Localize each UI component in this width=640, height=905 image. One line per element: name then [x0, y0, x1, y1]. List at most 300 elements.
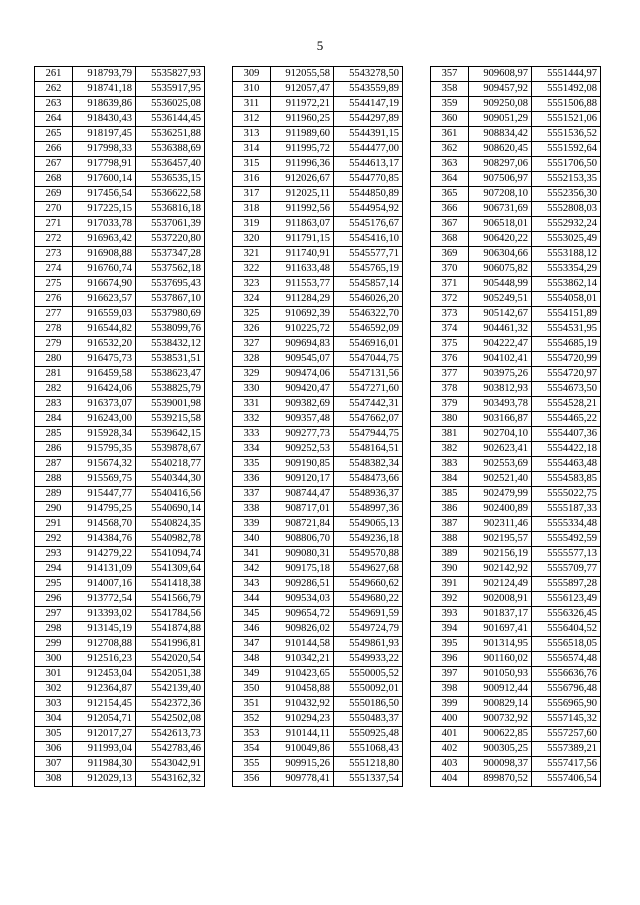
point-number-cell: 301	[35, 667, 73, 682]
table-row	[431, 367, 601, 382]
x-coordinate-cell: 913145,19	[73, 622, 136, 637]
x-coordinate-cell: 906304,66	[469, 247, 532, 262]
page-number: 5	[316, 38, 324, 53]
x-coordinate-cell: 916475,73	[73, 352, 136, 367]
x-coordinate-cell: 909457,92	[469, 82, 532, 97]
point-number-cell: 279	[35, 337, 73, 352]
x-coordinate-cell: 917998,33	[73, 142, 136, 157]
x-coordinate-cell: 900732,92	[469, 712, 532, 727]
y-coordinate-cell: 5537347,28	[136, 247, 205, 262]
table-row	[431, 697, 601, 712]
y-coordinate-cell: 5546322,70	[334, 307, 403, 322]
table-row	[233, 142, 403, 157]
table-row	[233, 67, 403, 82]
point-number-cell: 315	[233, 157, 271, 172]
x-coordinate-cell: 914007,16	[73, 577, 136, 592]
y-coordinate-cell: 5551536,52	[532, 127, 601, 142]
x-coordinate-cell: 906075,82	[469, 262, 532, 277]
y-coordinate-cell: 5542613,73	[136, 727, 205, 742]
y-coordinate-cell: 5551592,64	[532, 142, 601, 157]
table-row	[431, 322, 601, 337]
y-coordinate-cell: 5542051,38	[136, 667, 205, 682]
y-coordinate-cell: 5555022,75	[532, 487, 601, 502]
y-coordinate-cell: 5537562,18	[136, 262, 205, 277]
x-coordinate-cell: 902704,10	[469, 427, 532, 442]
point-number-cell: 267	[35, 157, 73, 172]
point-number-cell: 324	[233, 292, 271, 307]
table-row	[431, 307, 601, 322]
table-row	[233, 532, 403, 547]
x-coordinate-cell: 918197,45	[73, 127, 136, 142]
x-coordinate-cell: 909277,73	[271, 427, 334, 442]
table-row	[431, 82, 601, 97]
y-coordinate-cell: 5539215,58	[136, 412, 205, 427]
point-number-cell: 262	[35, 82, 73, 97]
x-coordinate-cell: 915447,77	[73, 487, 136, 502]
table-row	[233, 742, 403, 757]
x-coordinate-cell: 909080,31	[271, 547, 334, 562]
y-coordinate-cell: 5551506,88	[532, 97, 601, 112]
y-coordinate-cell: 5554673,50	[532, 382, 601, 397]
point-number-cell: 377	[431, 367, 469, 382]
point-number-cell: 345	[233, 607, 271, 622]
point-number-cell: 282	[35, 382, 73, 397]
table-row	[233, 382, 403, 397]
table-row	[233, 97, 403, 112]
table-row	[35, 142, 205, 157]
table-row	[431, 562, 601, 577]
table-row	[431, 412, 601, 427]
point-number-cell: 270	[35, 202, 73, 217]
x-coordinate-cell: 908620,45	[469, 142, 532, 157]
table-row	[233, 487, 403, 502]
x-coordinate-cell: 916373,07	[73, 397, 136, 412]
table-row	[431, 382, 601, 397]
point-number-cell: 284	[35, 412, 73, 427]
point-number-cell: 307	[35, 757, 73, 772]
point-number-cell: 348	[233, 652, 271, 667]
y-coordinate-cell: 5545577,71	[334, 247, 403, 262]
table-row	[431, 232, 601, 247]
point-number-cell: 269	[35, 187, 73, 202]
y-coordinate-cell: 5556796,48	[532, 682, 601, 697]
table-row	[233, 622, 403, 637]
x-coordinate-cell: 902623,41	[469, 442, 532, 457]
table-row	[233, 232, 403, 247]
x-coordinate-cell: 910225,72	[271, 322, 334, 337]
point-number-cell: 351	[233, 697, 271, 712]
table-row	[431, 247, 601, 262]
point-number-cell: 278	[35, 322, 73, 337]
x-coordinate-cell: 916908,88	[73, 247, 136, 262]
y-coordinate-cell: 5554720,97	[532, 367, 601, 382]
table-row	[233, 277, 403, 292]
y-coordinate-cell: 5549691,59	[334, 607, 403, 622]
y-coordinate-cell: 5550925,48	[334, 727, 403, 742]
point-number-cell: 304	[35, 712, 73, 727]
y-coordinate-cell: 5541996,81	[136, 637, 205, 652]
table-row	[431, 472, 601, 487]
y-coordinate-cell: 5540218,77	[136, 457, 205, 472]
x-coordinate-cell: 909382,69	[271, 397, 334, 412]
y-coordinate-cell: 5537061,39	[136, 217, 205, 232]
x-coordinate-cell: 912055,58	[271, 67, 334, 82]
table-row	[233, 577, 403, 592]
y-coordinate-cell: 5544770,85	[334, 172, 403, 187]
y-coordinate-cell: 5555187,33	[532, 502, 601, 517]
y-coordinate-cell: 5556574,48	[532, 652, 601, 667]
x-coordinate-cell: 909545,07	[271, 352, 334, 367]
y-coordinate-cell: 5544850,89	[334, 187, 403, 202]
x-coordinate-cell: 910049,86	[271, 742, 334, 757]
x-coordinate-cell: 905142,67	[469, 307, 532, 322]
table-row	[431, 67, 601, 82]
x-coordinate-cell: 915928,34	[73, 427, 136, 442]
y-coordinate-cell: 5554583,85	[532, 472, 601, 487]
x-coordinate-cell: 902195,57	[469, 532, 532, 547]
table-row	[431, 652, 601, 667]
y-coordinate-cell: 5555492,59	[532, 532, 601, 547]
y-coordinate-cell: 5554465,22	[532, 412, 601, 427]
y-coordinate-cell: 5554407,36	[532, 427, 601, 442]
table-row	[431, 427, 601, 442]
point-number-cell: 281	[35, 367, 73, 382]
x-coordinate-cell: 899870,52	[469, 772, 532, 787]
y-coordinate-cell: 5537867,10	[136, 292, 205, 307]
x-coordinate-cell: 916760,74	[73, 262, 136, 277]
table-row	[431, 577, 601, 592]
table-row	[233, 607, 403, 622]
y-coordinate-cell: 5548936,37	[334, 487, 403, 502]
point-number-cell: 266	[35, 142, 73, 157]
y-coordinate-cell: 5554422,18	[532, 442, 601, 457]
table-row	[431, 637, 601, 652]
table-row	[431, 517, 601, 532]
y-coordinate-cell: 5551521,06	[532, 112, 601, 127]
y-coordinate-cell: 5536388,69	[136, 142, 205, 157]
x-coordinate-cell: 909826,02	[271, 622, 334, 637]
point-number-cell: 381	[431, 427, 469, 442]
table-row	[35, 577, 205, 592]
table-row	[431, 742, 601, 757]
point-number-cell: 365	[431, 187, 469, 202]
point-number-cell: 389	[431, 547, 469, 562]
x-coordinate-cell: 916559,03	[73, 307, 136, 322]
x-coordinate-cell: 904461,32	[469, 322, 532, 337]
x-coordinate-cell: 911960,25	[271, 112, 334, 127]
x-coordinate-cell: 900098,37	[469, 757, 532, 772]
table-row	[233, 322, 403, 337]
point-number-cell: 300	[35, 652, 73, 667]
y-coordinate-cell: 5544391,15	[334, 127, 403, 142]
table-row	[233, 262, 403, 277]
y-coordinate-cell: 5549627,68	[334, 562, 403, 577]
point-number-cell: 383	[431, 457, 469, 472]
x-coordinate-cell: 908297,06	[469, 157, 532, 172]
table-row	[35, 337, 205, 352]
y-coordinate-cell: 5545765,19	[334, 262, 403, 277]
table-row	[431, 142, 601, 157]
point-number-cell: 311	[233, 97, 271, 112]
table-row	[35, 157, 205, 172]
y-coordinate-cell: 5536251,88	[136, 127, 205, 142]
y-coordinate-cell: 5544147,19	[334, 97, 403, 112]
table-row	[431, 187, 601, 202]
y-coordinate-cell: 5556636,76	[532, 667, 601, 682]
table-row	[35, 187, 205, 202]
point-number-cell: 326	[233, 322, 271, 337]
x-coordinate-cell: 910342,21	[271, 652, 334, 667]
table-row	[35, 412, 205, 427]
y-coordinate-cell: 5546916,01	[334, 337, 403, 352]
y-coordinate-cell: 5551068,43	[334, 742, 403, 757]
x-coordinate-cell: 906518,01	[469, 217, 532, 232]
y-coordinate-cell: 5541094,74	[136, 547, 205, 562]
point-number-cell: 361	[431, 127, 469, 142]
point-number-cell: 404	[431, 772, 469, 787]
point-number-cell: 283	[35, 397, 73, 412]
y-coordinate-cell: 5549660,62	[334, 577, 403, 592]
point-number-cell: 294	[35, 562, 73, 577]
point-number-cell: 336	[233, 472, 271, 487]
y-coordinate-cell: 5549724,79	[334, 622, 403, 637]
y-coordinate-cell: 5538531,51	[136, 352, 205, 367]
point-number-cell: 359	[431, 97, 469, 112]
point-number-cell: 366	[431, 202, 469, 217]
coordinate-table-2	[232, 66, 403, 787]
y-coordinate-cell: 5550092,01	[334, 682, 403, 697]
y-coordinate-cell: 5556326,45	[532, 607, 601, 622]
x-coordinate-cell: 902553,69	[469, 457, 532, 472]
x-coordinate-cell: 906420,22	[469, 232, 532, 247]
y-coordinate-cell: 5557257,60	[532, 727, 601, 742]
x-coordinate-cell: 912453,04	[73, 667, 136, 682]
y-coordinate-cell: 5536144,45	[136, 112, 205, 127]
y-coordinate-cell: 5556404,52	[532, 622, 601, 637]
point-number-cell: 382	[431, 442, 469, 457]
x-coordinate-cell: 903812,93	[469, 382, 532, 397]
point-number-cell: 289	[35, 487, 73, 502]
table-row	[431, 217, 601, 232]
table-row	[233, 472, 403, 487]
point-number-cell: 263	[35, 97, 73, 112]
y-coordinate-cell: 5541309,64	[136, 562, 205, 577]
x-coordinate-cell: 903493,78	[469, 397, 532, 412]
x-coordinate-cell: 914795,25	[73, 502, 136, 517]
table-row	[35, 262, 205, 277]
table-row	[35, 502, 205, 517]
x-coordinate-cell: 901314,95	[469, 637, 532, 652]
table-row	[431, 397, 601, 412]
x-coordinate-cell: 909252,53	[271, 442, 334, 457]
y-coordinate-cell: 5547044,75	[334, 352, 403, 367]
x-coordinate-cell: 909357,48	[271, 412, 334, 427]
x-coordinate-cell: 903166,87	[469, 412, 532, 427]
table-row	[431, 547, 601, 562]
y-coordinate-cell: 5543042,91	[136, 757, 205, 772]
point-number-cell: 261	[35, 67, 73, 82]
table-row	[233, 82, 403, 97]
coordinate-table-1	[34, 66, 205, 787]
coordinate-table-3	[430, 66, 601, 787]
table-row	[233, 712, 403, 727]
x-coordinate-cell: 911740,91	[271, 247, 334, 262]
point-number-cell: 374	[431, 322, 469, 337]
table-row	[431, 262, 601, 277]
y-coordinate-cell: 5551492,08	[532, 82, 601, 97]
y-coordinate-cell: 5552153,35	[532, 172, 601, 187]
point-number-cell: 339	[233, 517, 271, 532]
point-number-cell: 375	[431, 337, 469, 352]
table-row	[35, 772, 205, 787]
y-coordinate-cell: 5536816,18	[136, 202, 205, 217]
x-coordinate-cell: 912364,87	[73, 682, 136, 697]
table-row	[431, 667, 601, 682]
y-coordinate-cell: 5543278,50	[334, 67, 403, 82]
point-number-cell: 299	[35, 637, 73, 652]
table-row	[233, 592, 403, 607]
table-row	[233, 682, 403, 697]
x-coordinate-cell: 916459,58	[73, 367, 136, 382]
y-coordinate-cell: 5537695,43	[136, 277, 205, 292]
table-row	[233, 442, 403, 457]
x-coordinate-cell: 916544,82	[73, 322, 136, 337]
y-coordinate-cell: 5546026,20	[334, 292, 403, 307]
table-row	[233, 697, 403, 712]
x-coordinate-cell: 911972,21	[271, 97, 334, 112]
x-coordinate-cell: 915674,32	[73, 457, 136, 472]
point-number-cell: 323	[233, 277, 271, 292]
point-number-cell: 308	[35, 772, 73, 787]
y-coordinate-cell: 5541566,79	[136, 592, 205, 607]
x-coordinate-cell: 917798,91	[73, 157, 136, 172]
y-coordinate-cell: 5540824,35	[136, 517, 205, 532]
y-coordinate-cell: 5538825,79	[136, 382, 205, 397]
x-coordinate-cell: 914131,09	[73, 562, 136, 577]
point-number-cell: 341	[233, 547, 271, 562]
table-row	[35, 757, 205, 772]
x-coordinate-cell: 914279,22	[73, 547, 136, 562]
x-coordinate-cell: 915795,35	[73, 442, 136, 457]
y-coordinate-cell: 5548473,66	[334, 472, 403, 487]
table-row	[35, 472, 205, 487]
point-number-cell: 290	[35, 502, 73, 517]
table-row	[233, 292, 403, 307]
table-row	[35, 292, 205, 307]
point-number-cell: 264	[35, 112, 73, 127]
x-coordinate-cell: 917225,15	[73, 202, 136, 217]
x-coordinate-cell: 918793,79	[73, 67, 136, 82]
x-coordinate-cell: 918639,86	[73, 97, 136, 112]
point-number-cell: 384	[431, 472, 469, 487]
y-coordinate-cell: 5547271,60	[334, 382, 403, 397]
x-coordinate-cell: 910294,23	[271, 712, 334, 727]
x-coordinate-cell: 909915,26	[271, 757, 334, 772]
table-row	[431, 502, 601, 517]
y-coordinate-cell: 5557145,32	[532, 712, 601, 727]
table-row	[35, 442, 205, 457]
x-coordinate-cell: 916424,06	[73, 382, 136, 397]
x-coordinate-cell: 902142,92	[469, 562, 532, 577]
y-coordinate-cell: 5554463,48	[532, 457, 601, 472]
x-coordinate-cell: 910423,65	[271, 667, 334, 682]
y-coordinate-cell: 5550005,52	[334, 667, 403, 682]
point-number-cell: 379	[431, 397, 469, 412]
x-coordinate-cell: 914384,76	[73, 532, 136, 547]
point-number-cell: 401	[431, 727, 469, 742]
table-row	[233, 547, 403, 562]
x-coordinate-cell: 902156,19	[469, 547, 532, 562]
table-row	[431, 337, 601, 352]
point-number-cell: 354	[233, 742, 271, 757]
point-number-cell: 333	[233, 427, 271, 442]
x-coordinate-cell: 904222,47	[469, 337, 532, 352]
table-row	[233, 112, 403, 127]
table-row	[35, 127, 205, 142]
x-coordinate-cell: 912025,11	[271, 187, 334, 202]
y-coordinate-cell: 5538432,12	[136, 337, 205, 352]
y-coordinate-cell: 5549680,22	[334, 592, 403, 607]
x-coordinate-cell: 916243,00	[73, 412, 136, 427]
point-number-cell: 396	[431, 652, 469, 667]
point-number-cell: 342	[233, 562, 271, 577]
point-number-cell: 380	[431, 412, 469, 427]
x-coordinate-cell: 916623,57	[73, 292, 136, 307]
table-row	[35, 277, 205, 292]
table-row	[233, 667, 403, 682]
table-row	[431, 682, 601, 697]
x-coordinate-cell: 918741,18	[73, 82, 136, 97]
y-coordinate-cell: 5554685,19	[532, 337, 601, 352]
x-coordinate-cell: 909120,17	[271, 472, 334, 487]
x-coordinate-cell: 917456,54	[73, 187, 136, 202]
table-row	[431, 97, 601, 112]
point-number-cell: 327	[233, 337, 271, 352]
y-coordinate-cell: 5553354,29	[532, 262, 601, 277]
point-number-cell: 392	[431, 592, 469, 607]
x-coordinate-cell: 909694,83	[271, 337, 334, 352]
x-coordinate-cell: 910458,88	[271, 682, 334, 697]
point-number-cell: 293	[35, 547, 73, 562]
point-number-cell: 386	[431, 502, 469, 517]
point-number-cell: 319	[233, 217, 271, 232]
point-number-cell: 306	[35, 742, 73, 757]
point-number-cell: 332	[233, 412, 271, 427]
x-coordinate-cell: 908717,01	[271, 502, 334, 517]
point-number-cell: 352	[233, 712, 271, 727]
point-number-cell: 314	[233, 142, 271, 157]
table-row	[35, 247, 205, 262]
point-number-cell: 305	[35, 727, 73, 742]
y-coordinate-cell: 5551444,97	[532, 67, 601, 82]
table-row	[233, 187, 403, 202]
y-coordinate-cell: 5536535,15	[136, 172, 205, 187]
point-number-cell: 297	[35, 607, 73, 622]
table-row	[35, 97, 205, 112]
table-row	[233, 757, 403, 772]
y-coordinate-cell: 5555334,48	[532, 517, 601, 532]
point-number-cell: 295	[35, 577, 73, 592]
y-coordinate-cell: 5536025,08	[136, 97, 205, 112]
table-row	[233, 412, 403, 427]
table-row	[233, 502, 403, 517]
x-coordinate-cell: 908744,47	[271, 487, 334, 502]
x-coordinate-cell: 911633,48	[271, 262, 334, 277]
point-number-cell: 268	[35, 172, 73, 187]
table-row	[431, 532, 601, 547]
point-number-cell: 309	[233, 67, 271, 82]
y-coordinate-cell: 5551337,54	[334, 772, 403, 787]
